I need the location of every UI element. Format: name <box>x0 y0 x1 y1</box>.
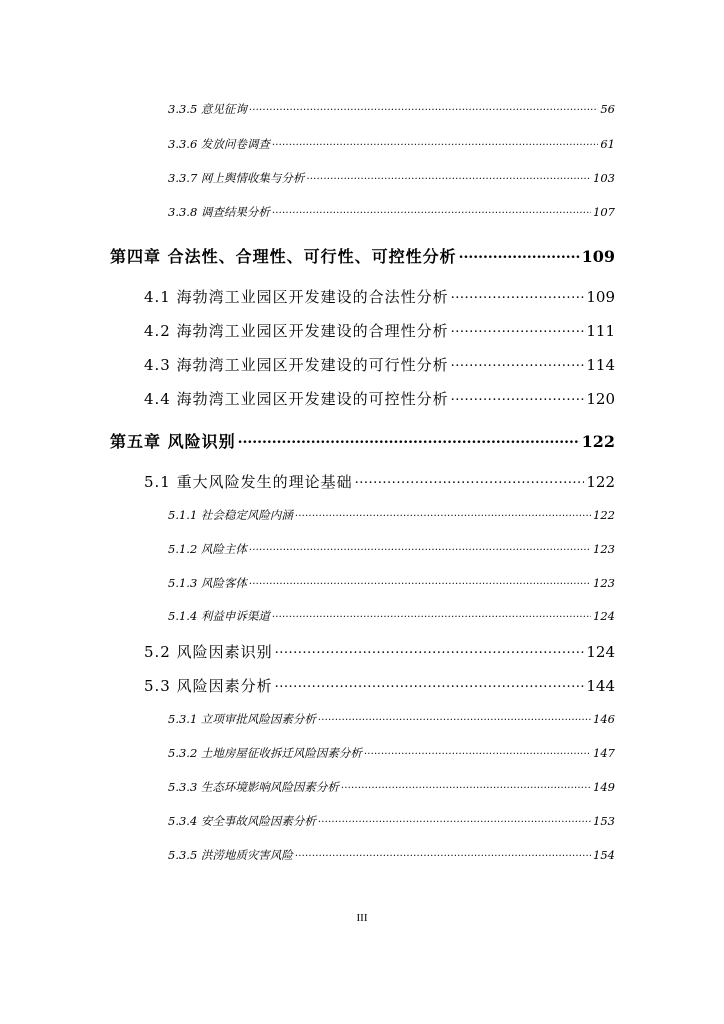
toc-entry-page: 122 <box>581 432 615 451</box>
toc-entry[interactable] <box>168 608 615 624</box>
dot-leader <box>238 431 580 447</box>
toc-entry-page: 149 <box>593 780 615 794</box>
toc-entry-page: 124 <box>586 643 615 661</box>
dot-leader <box>459 246 580 262</box>
toc-entry[interactable] <box>168 541 615 557</box>
toc-entry[interactable] <box>144 320 615 341</box>
toc-entry-page: 153 <box>593 814 615 828</box>
dot-leader <box>451 321 585 336</box>
toc-entry-title: 5.3.5 洪涝地质灾害风险 <box>168 848 293 862</box>
toc-entry-title: 3.3.5 意见征询 <box>168 102 247 116</box>
toc-entry-page: 122 <box>593 508 615 522</box>
dot-leader <box>451 287 585 302</box>
toc-entry-title: 3.3.6 发放问卷调查 <box>168 137 270 151</box>
toc-entry-title: 第四章 合法性、合理性、可行性、可控性分析 <box>110 247 457 266</box>
toc-entry-page: 114 <box>586 356 615 374</box>
toc-entry-title: 5.1 重大风险发生的理论基础 <box>144 473 353 491</box>
toc-entry[interactable] <box>168 711 615 727</box>
toc-entry[interactable] <box>168 507 615 523</box>
toc-entry[interactable] <box>168 136 615 152</box>
page-number: III <box>356 912 368 924</box>
toc-entry[interactable] <box>168 170 615 186</box>
dot-leader <box>272 609 591 621</box>
toc-entry-page: 56 <box>600 102 615 116</box>
dot-leader <box>272 137 598 149</box>
toc-entry-page: 147 <box>593 746 615 760</box>
toc-entry[interactable] <box>168 101 615 117</box>
toc-entry-title: 5.3.4 安全事故风险因素分析 <box>168 814 316 828</box>
toc-entry[interactable] <box>168 745 615 761</box>
toc-entry-title: 3.3.8 调查结果分析 <box>168 205 270 219</box>
dot-leader <box>451 355 585 370</box>
toc-entry[interactable] <box>144 675 615 696</box>
toc-entry-title: 5.3 风险因素分析 <box>144 677 273 695</box>
dot-leader <box>318 814 591 826</box>
toc-entry-page: 103 <box>593 171 615 185</box>
dot-leader <box>364 746 591 758</box>
dot-leader <box>295 508 591 520</box>
toc-entry-title: 5.1.2 风险主体 <box>168 542 247 556</box>
toc-entry-page: 109 <box>581 247 615 266</box>
toc-entry-title: 4.1 海勃湾工业园区开发建设的合法性分析 <box>144 288 449 306</box>
toc-entry-page: 107 <box>593 205 615 219</box>
toc-entry-title: 5.1.3 风险客体 <box>168 576 247 590</box>
toc-entry-title: 4.3 海勃湾工业园区开发建设的可行性分析 <box>144 356 449 374</box>
toc-entry[interactable] <box>144 286 615 307</box>
toc-entry-page: 144 <box>586 677 615 695</box>
toc-entry-title: 5.2 风险因素识别 <box>144 643 273 661</box>
toc-entry-page: 123 <box>593 542 615 556</box>
toc-chapter-entry[interactable] <box>110 244 615 267</box>
toc-entry-page: 109 <box>586 288 615 306</box>
toc-entry[interactable] <box>168 779 615 795</box>
dot-leader <box>355 472 585 487</box>
toc-entry[interactable] <box>144 641 615 662</box>
toc-entry-page: 122 <box>586 473 615 491</box>
toc-entry-title: 第五章 风险识别 <box>110 432 236 451</box>
toc-entry-title: 5.3.1 立项审批风险因素分析 <box>168 712 316 726</box>
toc-entry-title: 5.1.1 社会稳定风险内涵 <box>168 508 293 522</box>
toc-entry-title: 5.3.2 土地房屋征收拆迁风险因素分析 <box>168 746 362 760</box>
toc-chapter-entry[interactable] <box>110 429 615 452</box>
toc-entry[interactable] <box>144 354 615 375</box>
dot-leader <box>318 712 591 724</box>
toc-entry[interactable] <box>168 204 615 220</box>
toc-entry-title: 3.3.7 网上舆情收集与分析 <box>168 171 305 185</box>
toc-entry-page: 111 <box>586 322 615 340</box>
toc-entry-page: 61 <box>600 137 615 151</box>
toc-entry-page: 124 <box>593 609 615 623</box>
toc-entry[interactable] <box>168 813 615 829</box>
toc-entry-title: 5.3.3 生态环境影响风险因素分析 <box>168 780 339 794</box>
dot-leader <box>341 780 591 792</box>
toc-entry[interactable] <box>144 471 615 492</box>
toc-entry[interactable] <box>168 847 615 863</box>
dot-leader <box>272 205 591 217</box>
dot-leader <box>249 102 598 114</box>
dot-leader <box>275 642 585 657</box>
toc-entry-page: 154 <box>593 848 615 862</box>
toc-entry[interactable] <box>168 575 615 591</box>
toc-entry-page: 123 <box>593 576 615 590</box>
dot-leader <box>249 576 591 588</box>
dot-leader <box>275 676 585 691</box>
toc-entry-title: 5.1.4 利益申诉渠道 <box>168 609 270 623</box>
toc-entry-title: 4.2 海勃湾工业园区开发建设的合理性分析 <box>144 322 449 340</box>
toc-entry-page: 120 <box>586 390 615 408</box>
toc-entry-page: 146 <box>593 712 615 726</box>
dot-leader <box>306 171 591 183</box>
dot-leader <box>295 848 591 860</box>
dot-leader <box>451 389 585 404</box>
toc-entry-title: 4.4 海勃湾工业园区开发建设的可控性分析 <box>144 390 449 408</box>
dot-leader <box>249 542 591 554</box>
toc-entry[interactable] <box>144 388 615 409</box>
